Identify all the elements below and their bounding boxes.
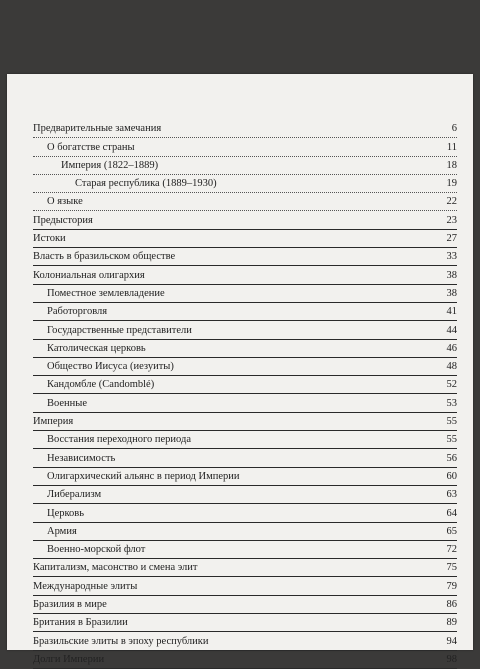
toc-entry [33,157,457,175]
toc-entry-title: Империя [33,416,74,428]
toc-entry-title: Британия в Бразилии [33,617,128,629]
toc-entry [33,193,457,211]
toc-entry-title: Колониальная олигархия [33,269,145,281]
toc-entry [33,376,457,394]
toc-entry-page: 6 [451,123,457,135]
toc-entry [33,486,457,504]
toc-entry-page: 79 [446,580,457,592]
toc-entry-title: Независимость [47,452,116,464]
toc-entry-title: Долги Империи [33,653,105,665]
toc-entry-title: Поместное землевладение [47,287,165,299]
toc-entry-page: 63 [446,489,457,501]
toc-entry-title: Бразильские элиты в эпоху республики [33,635,209,647]
toc-entry-title: Капитализм, масонство и смена элит [33,562,198,574]
toc-entry-title: Военные [47,397,87,409]
toc-entry-title: Работорговля [47,306,108,318]
toc-entry [33,285,457,303]
toc-entry [33,266,457,284]
toc-entry-title: Армия [47,525,77,537]
toc-entry [33,541,457,559]
toc-entry-page: 52 [446,379,457,391]
toc-entry-page: 56 [446,452,457,464]
toc-entry-title: Старая республика (1889–1930) [75,178,217,190]
toc-entry-page: 33 [446,251,457,263]
toc-entry [33,303,457,321]
toc-entry-page: 65 [446,525,457,537]
toc-entry-title: Бразилия в мире [33,599,107,611]
toc-entry-title: Восстания переходного периода [47,434,191,446]
toc-entry-page: 94 [446,635,457,647]
toc-entry-page: 86 [446,599,457,611]
toc-entry [33,230,457,248]
toc-entry-title: Либерализм [47,489,102,501]
toc-entry [33,321,457,339]
table-of-contents [33,120,457,669]
toc-entry-page: 60 [446,470,457,482]
toc-entry-page: 38 [446,287,457,299]
toc-entry-page: 11 [446,141,457,153]
toc-entry-page: 53 [446,397,457,409]
toc-entry-title: Общество Иисуса (иезуиты) [47,361,174,373]
toc-entry-title: О богатстве страны [47,141,135,153]
toc-entry [33,614,457,632]
toc-entry-page: 41 [446,306,457,318]
toc-entry [33,358,457,376]
toc-entry [33,504,457,522]
toc-entry [33,138,457,156]
toc-entry-title: Олигархический альянс в период Империи [47,470,240,482]
toc-entry [33,340,457,358]
toc-entry [33,431,457,449]
toc-entry-page: 22 [446,196,457,208]
toc-entry-page: 38 [446,269,457,281]
toc-entry-title: Военно-морской флот [47,544,146,556]
toc-entry-page: 23 [446,214,457,226]
toc-entry-title: Истоки [33,233,66,245]
toc-entry-page: 75 [446,562,457,574]
toc-entry-page: 44 [446,324,457,336]
toc-entry-page: 48 [446,361,457,373]
toc-entry-title: Кандомбле (Candomblé) [47,379,155,391]
toc-entry-title: Империя (1822–1889) [61,159,159,171]
toc-entry-page: 55 [446,434,457,446]
toc-entry [33,394,457,412]
toc-entry [33,559,457,577]
toc-entry-page: 98 [446,653,457,665]
toc-entry-title: О языке [47,196,83,208]
toc-entry [33,175,457,193]
toc-entry-page: 18 [446,159,457,171]
toc-entry-title: Предыстория [33,214,93,226]
toc-entry-title: Власть в бразильском обществе [33,251,176,263]
toc-entry-title: Международные элиты [33,580,138,592]
toc-entry [33,413,457,431]
toc-entry-title: Предварительные замечания [33,123,162,135]
toc-entry-page: 19 [446,178,457,190]
toc-entry-title: Церковь [47,507,85,519]
toc-entry [33,449,457,467]
toc-entry [33,248,457,266]
toc-entry [33,523,457,541]
book-page [7,74,473,665]
toc-entry-page: 72 [446,544,457,556]
toc-entry-title: Католическая церковь [47,342,146,354]
toc-entry-title: Государственные представители [47,324,192,336]
toc-entry [33,651,457,669]
toc-entry [33,577,457,595]
toc-entry-page: 64 [446,507,457,519]
toc-entry-page: 55 [446,416,457,428]
toc-entry [33,120,457,138]
toc-entry [33,596,457,614]
toc-entry [33,468,457,486]
toc-entry [33,211,457,229]
toc-entry-page: 89 [446,617,457,629]
toc-entry [33,632,457,650]
toc-entry-page: 27 [446,233,457,245]
toc-entry-page: 46 [446,342,457,354]
